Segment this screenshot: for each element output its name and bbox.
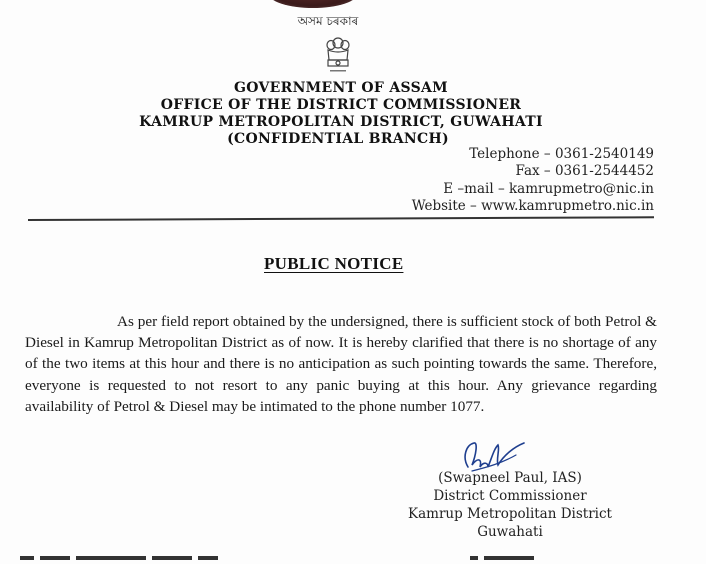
notice-body: As per field report obtained by the undersigned, there is sufficient stock of both Petrol & Diesel in Kamrup Metropolitan District as of now. It is hereby clarified that there is no shortage of any of the two items at this hour and there is no anticipation as such pointing towards the same. Therefore, everyone is requested to not resort to any panic buying at this hour. Any grievance regarding availability of Petrol & Diesel may be intimated to the phone number 1077. [25,313,657,415]
signatory-designation: District Commissioner [433,488,587,504]
contact-website: Website – www.kamrupmetro.nic.in [411,198,654,214]
round-seal-icon [268,0,358,8]
contact-telephone: Telephone – 0361-2540149 [469,146,654,162]
assamese-government-title: অসম চৰকাৰ [297,14,359,28]
signatory-name: (Swapneel Paul, IAS) [438,470,582,486]
contact-fax: Fax – 0361-2544452 [515,163,654,179]
heading-branch: (CONFIDENTIAL BRANCH) [227,131,449,147]
signatory-district: Kamrup Metropolitan District [408,506,612,522]
cut-off-memo-line [20,556,420,566]
cut-off-date [470,556,550,566]
notice-title: PUBLIC NOTICE [264,254,404,273]
heading-district: KAMRUP METROPOLITAN DISTRICT, GUWAHATI [139,114,543,130]
national-emblem-icon [322,36,354,78]
heading-government: GOVERNMENT OF ASSAM [234,80,448,96]
signatory-city: Guwahati [477,524,543,540]
heading-office: OFFICE OF THE DISTRICT COMMISSIONER [160,97,522,113]
header-divider [28,216,654,221]
contact-email: E –mail – kamrupmetro@nic.in [443,181,654,197]
